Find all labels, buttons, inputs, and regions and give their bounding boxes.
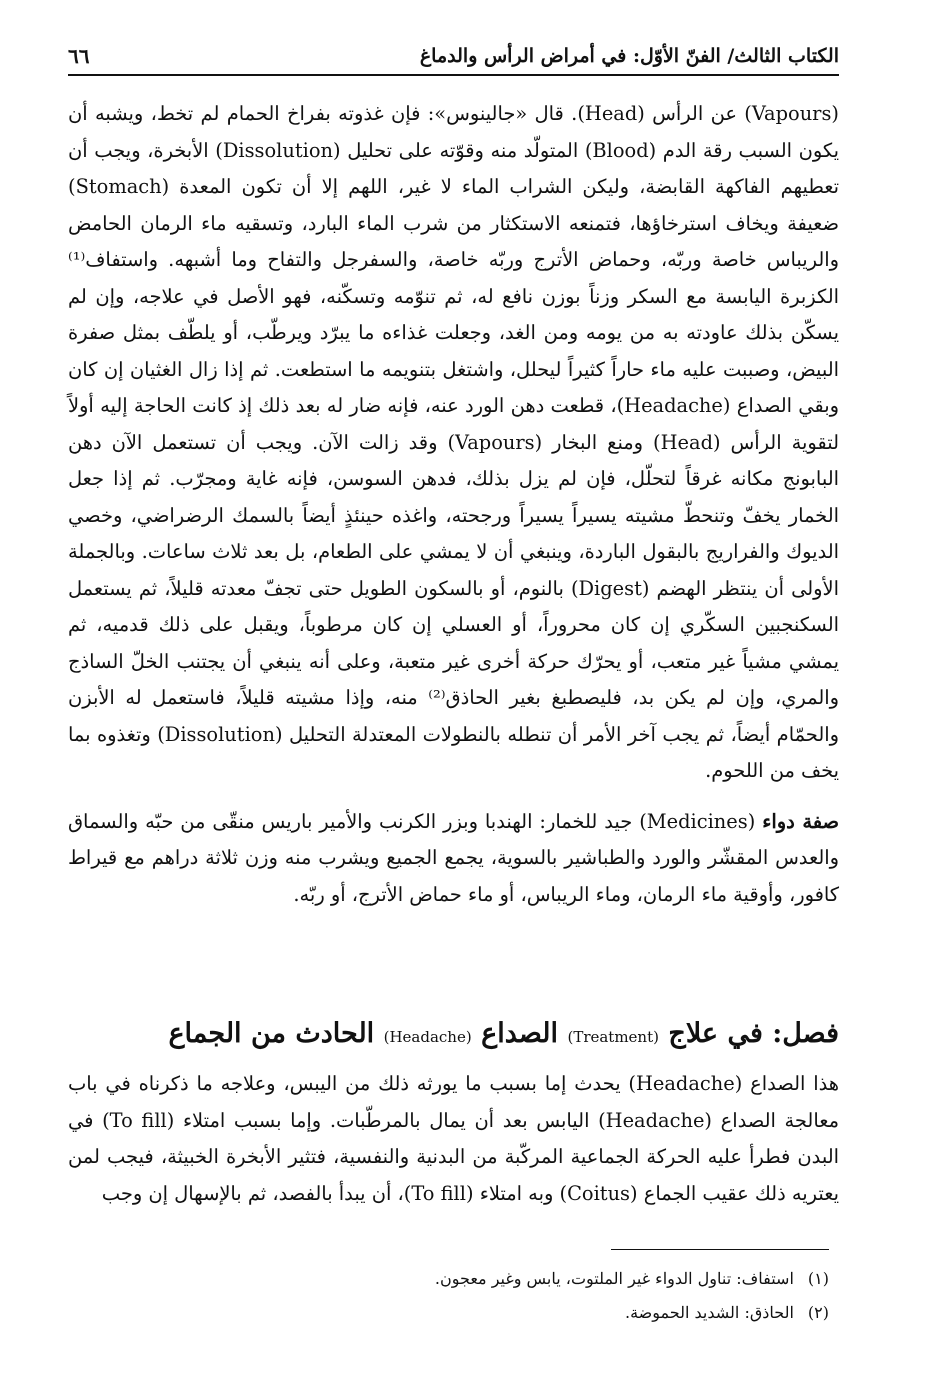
heading-treatment-en: (Treatment): [567, 1028, 659, 1046]
footnote-text: استفاف: تناول الدواء غير الملتوت، يابس وغير معجون.: [434, 1269, 794, 1288]
page-number: ٦٦: [68, 44, 90, 68]
body-paragraph: (Vapours) عن الرأس (Head). قال «جالينوس»: فإن غذوته بفراخ الحمام لم تخط، ويشبه أن يكون السبب رقة الدم (Blood) المتولّد منه وقوّته على تحليل (Dissolution) الأبخرة، ويجب أن تعطيهم الفاكهة القابضة، وليكن الشراب الماء لا غير، اللهم إلا أن تكون المعدة (Stomach) ضعيفة ويخاف استرخاؤها، فتمنعه الاستكثار من شرب الماء البارد، وتسقيه ماء الرمان الحامض والريباس خاصة وربّه، وحماض الأترج وربّه خاصة، والسفرجل والتفاح وما أشبهه. واستفاف⁽¹⁾ الكزبرة اليابسة مع السكر وزناً بوزن نافع له، ثم تنوّمه وتسكّنه، فهو الأصل في علاجه، وإن لم يسكّن بذلك عاودته به من يومه ومن الغد، وجعلت غذاءه ما يبرّد ويرطّب، أو يلطّف بمثل صفرة البيض، وصببت عليه ماء حاراً كثيراً ليحلل، واشتغل بتنويمه ما استطعت. ثم إذا زال الغثيان إن كان وبقي الصداع (Headache)، قطعت دهن الورد عنه، فإنه ضار له بعد ذلك إذ كانت الحاجة إليه أولاً لتقوية الرأس (Head) ومنع البخار (Vapours) وقد زالت الآن. ويجب أن تستعمل الآن دهن البابونج مكانه غرقاً لتحلّل، فإن لم يزل بذلك، فدهن السوسن، فإنه غاية ومجرّب. ثم إذا جعل الخمار يخفّ وتنحطّ مشيته يسيراً يسيراً ورجحته، واغذه حينئذٍ أيضاً بالسمك الرضراضي، وخصي الديوك والفراريج بالبقول الباردة، وينبغي أن لا يمشي على الطعام، بل بعد ثلاث ساعات. وبالجملة الأولى أن ينتظر الهضم (Digest) بالنوم، أو بالسكون الطويل حتى تجفّ معدته قليلاً، ثم يستعمل السكنجبين السكّري إن كان محروراً، أو العسلي إن كان مرطوباً، ويقبل على ذلك قدميه، ثم يمشي مشياً غير متعب، أو يحرّك حركة أخرى غير متعبة، وعلى أنه ينبغي أن يجتنب الخلّ الساذج والمري، وإن لم يكن بد، فليصطبغ بغير الحاذق⁽²⁾ منه، وإذا مشيته قليلاً، فاستعمل له الأبزن والحمّام أيضاً، ثم يجب آخر الأمر أن تنطله بالنطولات المعتدلة التحليل (Dissolution) وتغذوه بما يخف من اللحوم.: [68, 102, 840, 782]
footnotes: [68, 1262, 829, 1330]
running-header: [68, 38, 839, 76]
main-text: [68, 96, 839, 913]
section-text: [68, 1066, 839, 1212]
recipe-paragraph: [68, 804, 839, 914]
footnote-2: [68, 1296, 829, 1330]
heading-suffix: الحادث من الجماع: [168, 1018, 375, 1049]
heading-headache-en: (Headache): [383, 1028, 472, 1046]
header-title: الكتاب الثالث/ الفنّ الأوّل: في أمراض الرأس والدماغ: [419, 45, 839, 67]
footnote-1: [68, 1262, 829, 1296]
section-paragraph: هذا الصداع (Headache) يحدث إما بسبب ما يورثه ذلك من اليبس، وعلاجه ما ذكرناه في باب معالجة الصداع (Headache) اليابس بعد أن يمال بالمرطّبات. وإما بسبب امتلاء (To fill) في البدن فطرأ عليه الحركة الجماعية المركّبة من البدنية والنفسية، فتثير الأبخرة الخبيثة، فيجب لمن يعتريه ذلك عقيب الجماع (Coitus) وبه امتلاء (To fill)، أن يبدأ بالفصد، ثم بالإسهال إن وجب: [68, 1072, 839, 1205]
recipe-text: (Medicines) جيد للخمار: الهندبا وبزر الكرنب والأمير باريس منقّى من حبّه والسماق والعدس المقشّر والورد والطباشير بالسوية، يجمع الجميع ويشرب منه وزن ثلاثة دراهم مع قيراط كافور، وأوقية ماء الرمان، وماء الريباس، أو ماء حماض الأترج، أو ربّه.: [68, 809, 839, 906]
footnote-text: الحاذق: الشديد الحموضة.: [625, 1303, 794, 1322]
heading-prefix: فصل: في علاج: [668, 1018, 839, 1049]
footnote-mark: (١): [807, 1269, 829, 1288]
section-heading: [68, 1014, 839, 1057]
recipe-label: صفة دواء: [762, 809, 839, 833]
heading-word1: الصداع: [481, 1018, 559, 1049]
footnote-mark: (٢): [807, 1303, 829, 1322]
footnote-rule: [611, 1249, 829, 1250]
